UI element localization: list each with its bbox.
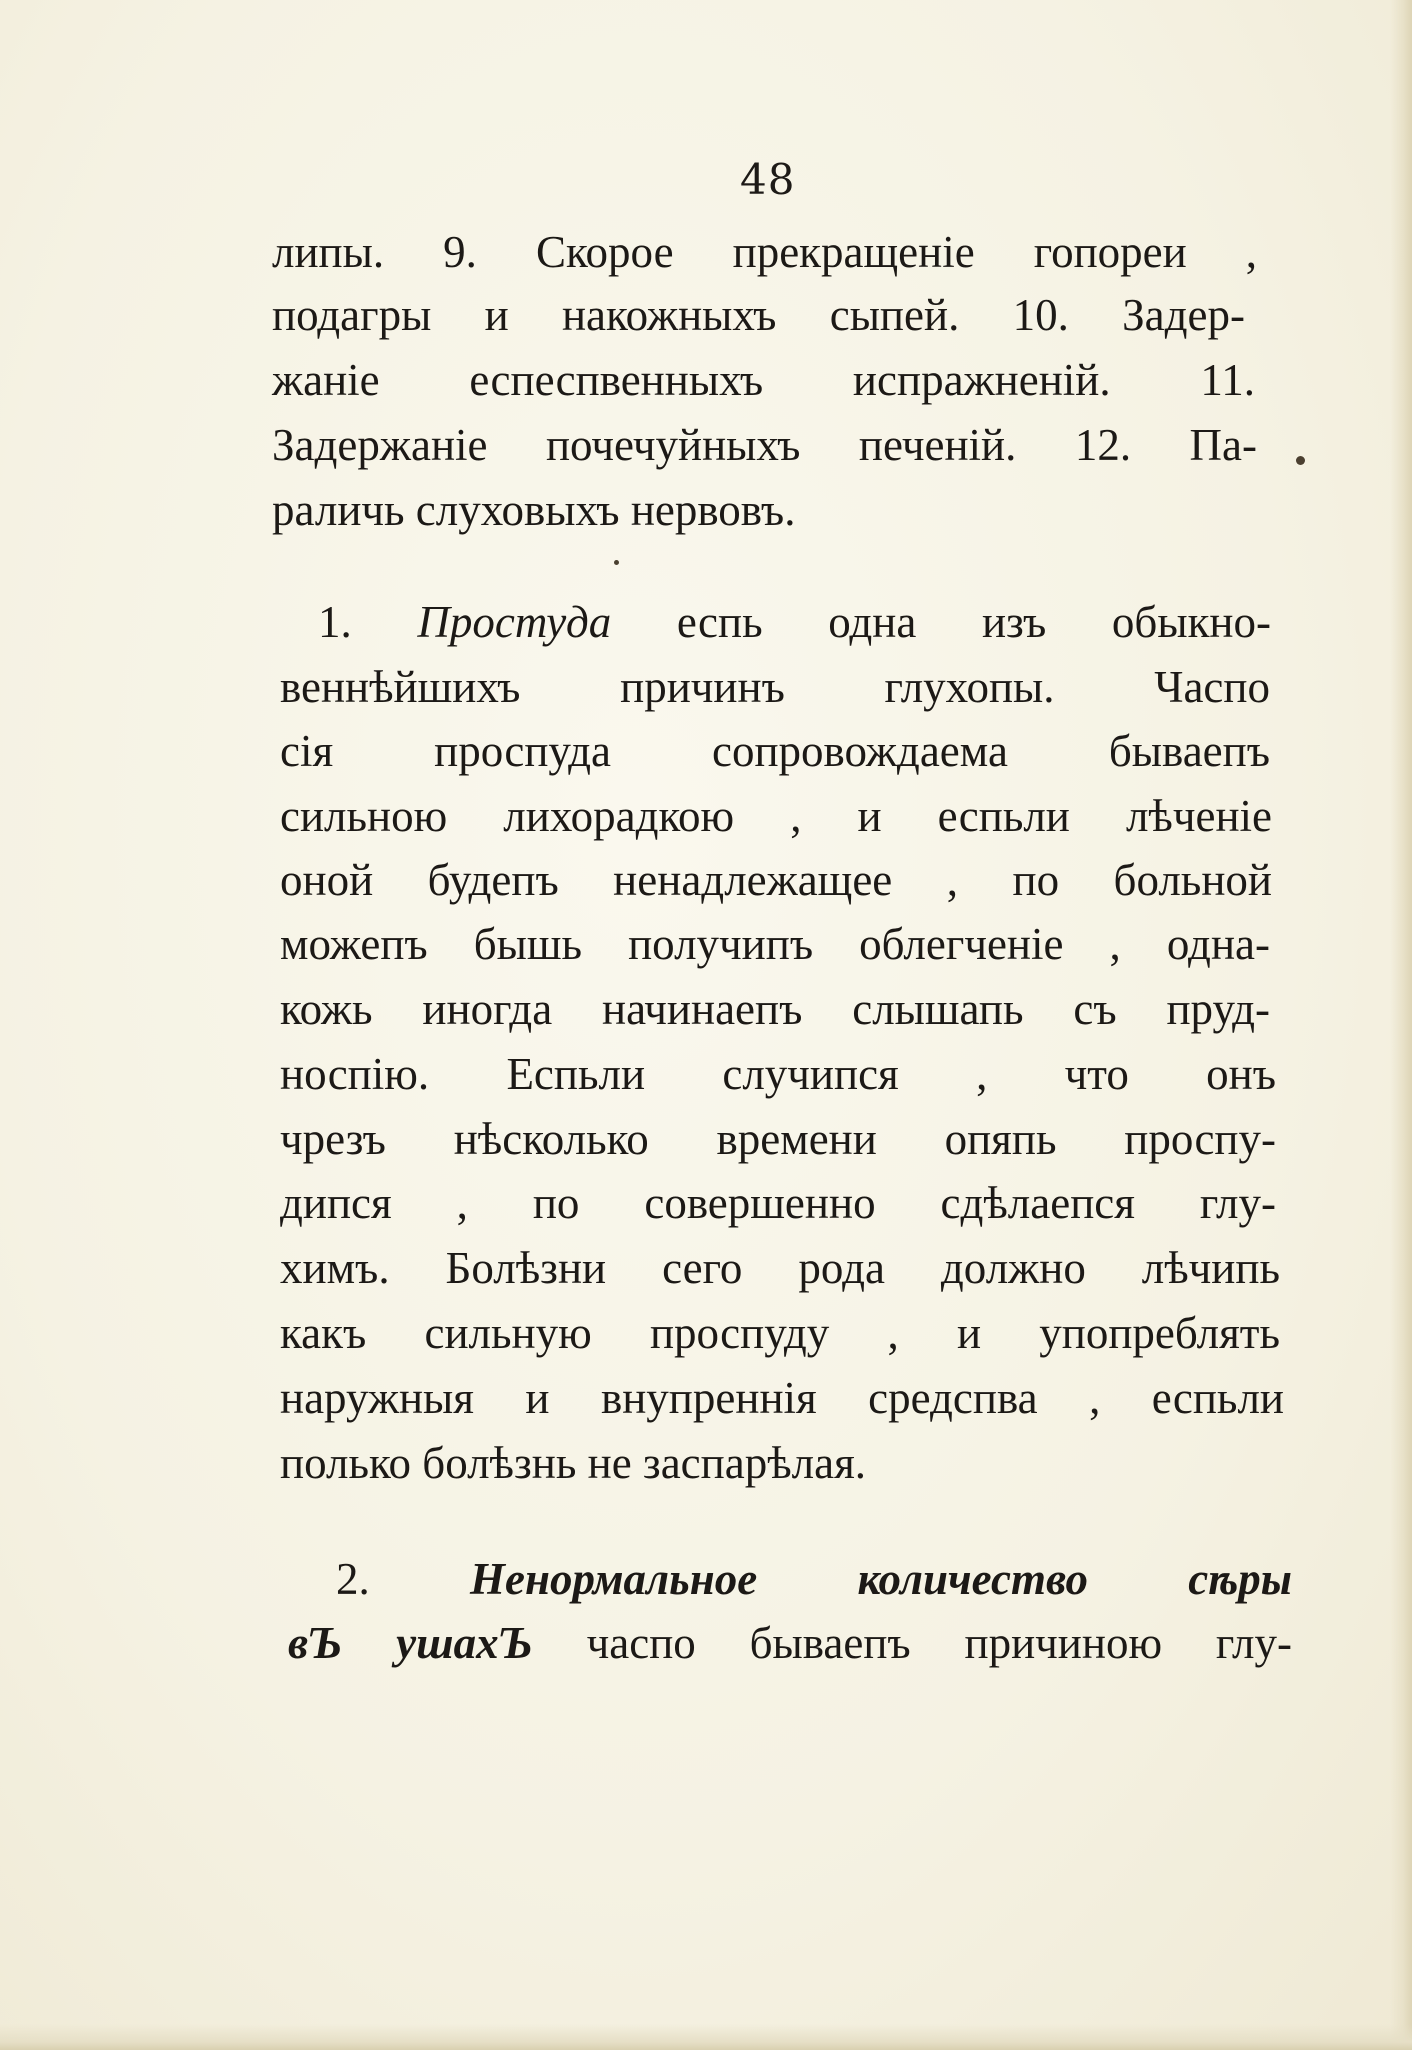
text-line: дипся , по совершенно сдѣлаепся глу- bbox=[280, 1178, 1276, 1228]
text-line: кожь иногда начинаепъ слышапь съ пруд- bbox=[280, 984, 1270, 1034]
ink-speck bbox=[1296, 456, 1305, 465]
section-term: вЪ ушахЪ bbox=[288, 1618, 533, 1668]
text-line: сильною лихорадкою , и еспьли лѣченiе bbox=[280, 791, 1272, 841]
text-span: еспь одна изъ обыкно- bbox=[676, 597, 1271, 647]
text-line: раличь слуховыхъ нервовъ. bbox=[272, 485, 796, 535]
text-line: подагры и накожныхъ сыпей. 10. Задер- bbox=[272, 290, 1245, 340]
text-line: чрезъ нѣсколько времени опяпь проспу- bbox=[280, 1114, 1276, 1164]
paragraph-number: 1. bbox=[318, 597, 352, 647]
text-line: какъ сильную проспуду , и упопреблять bbox=[280, 1308, 1280, 1358]
page-number: 48 bbox=[740, 155, 796, 204]
page-edge-shadow bbox=[1390, 0, 1412, 2050]
paragraph-number: 2. bbox=[336, 1554, 370, 1604]
section-term: Ненормальное количество сѣры bbox=[470, 1554, 1292, 1604]
text-line: Задержанiе почечуйныхъ печенiй. 12. Па- bbox=[272, 420, 1257, 470]
text-span: часпо бываепъ причиною глу- bbox=[586, 1618, 1292, 1668]
text-line: жанiе еспеспвенныхъ испражненiй. 11. bbox=[272, 355, 1255, 405]
paragraph-1-first-line bbox=[318, 597, 1271, 647]
ink-speck bbox=[614, 560, 619, 565]
text-line: сiя проспуда сопровождаема бываепъ bbox=[280, 726, 1270, 776]
section-term: Простуда bbox=[417, 597, 612, 647]
page-bottom-shadow bbox=[0, 2024, 1412, 2050]
text-line: липы. 9. Скорое прекращенiе гопореи , bbox=[272, 227, 1257, 277]
text-line: наружныя и внупреннiя средспва , еспьли bbox=[280, 1373, 1284, 1423]
text-line: полько болѣзнь не заспарѣлая. bbox=[280, 1438, 867, 1488]
paragraph-2-first-line bbox=[336, 1554, 1292, 1604]
paragraph-2-second-line bbox=[288, 1618, 1292, 1668]
text-line: химъ. Болѣзни сего рода должно лѣчипь bbox=[280, 1243, 1280, 1293]
text-line: веннѣйшихъ причинъ глухопы. Часпо bbox=[280, 662, 1270, 712]
text-line: оной будепъ ненадлежащее , по больной bbox=[280, 855, 1272, 905]
text-line: можепъ бышь получипъ облегченiе , одна- bbox=[280, 919, 1270, 969]
text-line: носпiю. Еспьли случипся , что онъ bbox=[280, 1049, 1276, 1099]
